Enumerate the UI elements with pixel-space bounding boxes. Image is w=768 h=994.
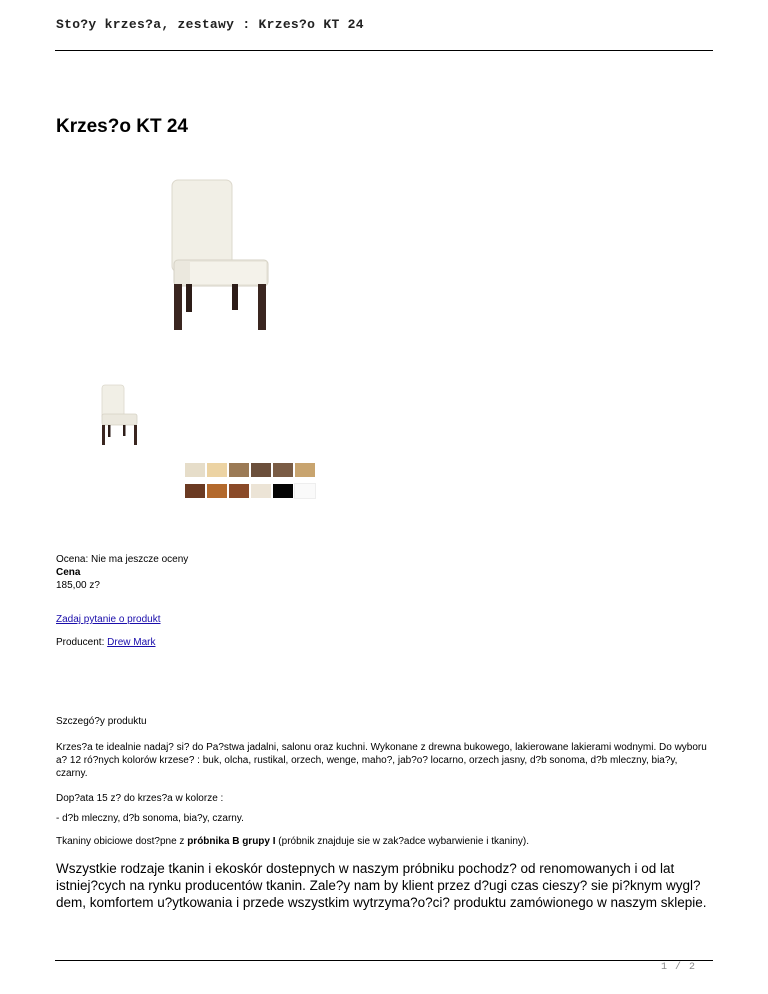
price-label: Cena bbox=[56, 567, 81, 578]
price-value: 185,00 z? bbox=[56, 580, 100, 591]
product-image[interactable] bbox=[160, 176, 280, 336]
details-heading: Szczegó?y produktu bbox=[56, 716, 147, 727]
product-thumbnail[interactable] bbox=[83, 376, 183, 451]
swatch bbox=[185, 484, 205, 498]
details-paragraph: Dop?ata 15 z? do krzes?a w kolorze : bbox=[56, 793, 224, 804]
swatch bbox=[185, 463, 205, 477]
swatch bbox=[295, 484, 315, 498]
swatch bbox=[207, 484, 227, 498]
ask-question-link[interactable]: Zadaj pytanie o produkt bbox=[56, 614, 161, 625]
details-paragraph: Krzes?a te idealnie nadaj? si? do Pa?stwa jadalni, salonu oraz kuchni. Wykonane z drewna bukowego, lakierowane lakierami wodnymi. Do wyboru a? 12 ró?nych kolorów krzese? : buk, olcha, rustikal, orzech, wenge, maho?, jab?o? locarno, orzech jasny, d?b sonoma, d?b mleczny, bia?y, czarny. bbox=[56, 742, 707, 779]
footer-divider bbox=[55, 960, 713, 961]
rating-line: Ocena: Nie ma jeszcze oceny bbox=[56, 554, 189, 565]
swatch bbox=[207, 463, 227, 477]
fabric-note-text: Tkaniny obiciowe dost?pne z bbox=[56, 836, 188, 847]
swatch bbox=[251, 463, 271, 477]
swatch bbox=[273, 463, 293, 477]
producer-label: Producent: bbox=[56, 637, 108, 648]
producer-link[interactable]: Drew Mark bbox=[107, 637, 156, 648]
fabric-note bbox=[56, 835, 711, 848]
fabric-note-text: (próbnik znajduje sie w zak?adce wybarwienie i tkaniny). bbox=[275, 836, 529, 847]
color-swatches[interactable] bbox=[183, 461, 313, 503]
fabric-sampler: próbnika B grupy I bbox=[187, 836, 276, 847]
swatch bbox=[273, 484, 293, 498]
swatch bbox=[229, 463, 249, 477]
producer-line bbox=[56, 636, 156, 649]
swatch bbox=[229, 484, 249, 498]
header-divider bbox=[55, 50, 713, 51]
page-title: Krzes?o KT 24 bbox=[56, 116, 188, 137]
swatch bbox=[251, 484, 271, 498]
swatch bbox=[295, 463, 315, 477]
details-paragraph: - d?b mleczny, d?b sonoma, bia?y, czarny. bbox=[56, 813, 244, 824]
page-number: 1 / 2 bbox=[660, 962, 696, 973]
site-title: Sto?y krzes?a, zestawy : Krzes?o KT 24 bbox=[56, 17, 364, 32]
fabric-description: Wszystkie rodzaje tkanin i ekoskór dostepnych w naszym próbniku pochodz? od renomowanych i od lat istniej?cych na rynku producentów tkanin. Zale?y nam by klient przez d?ugi czas cieszy? sie pi?knym wygl?dem, komfortem u?ytkowania i przede wszystkim wytrzyma?o?ci? produktu zamówionego w naszym sklepie. bbox=[56, 861, 707, 910]
